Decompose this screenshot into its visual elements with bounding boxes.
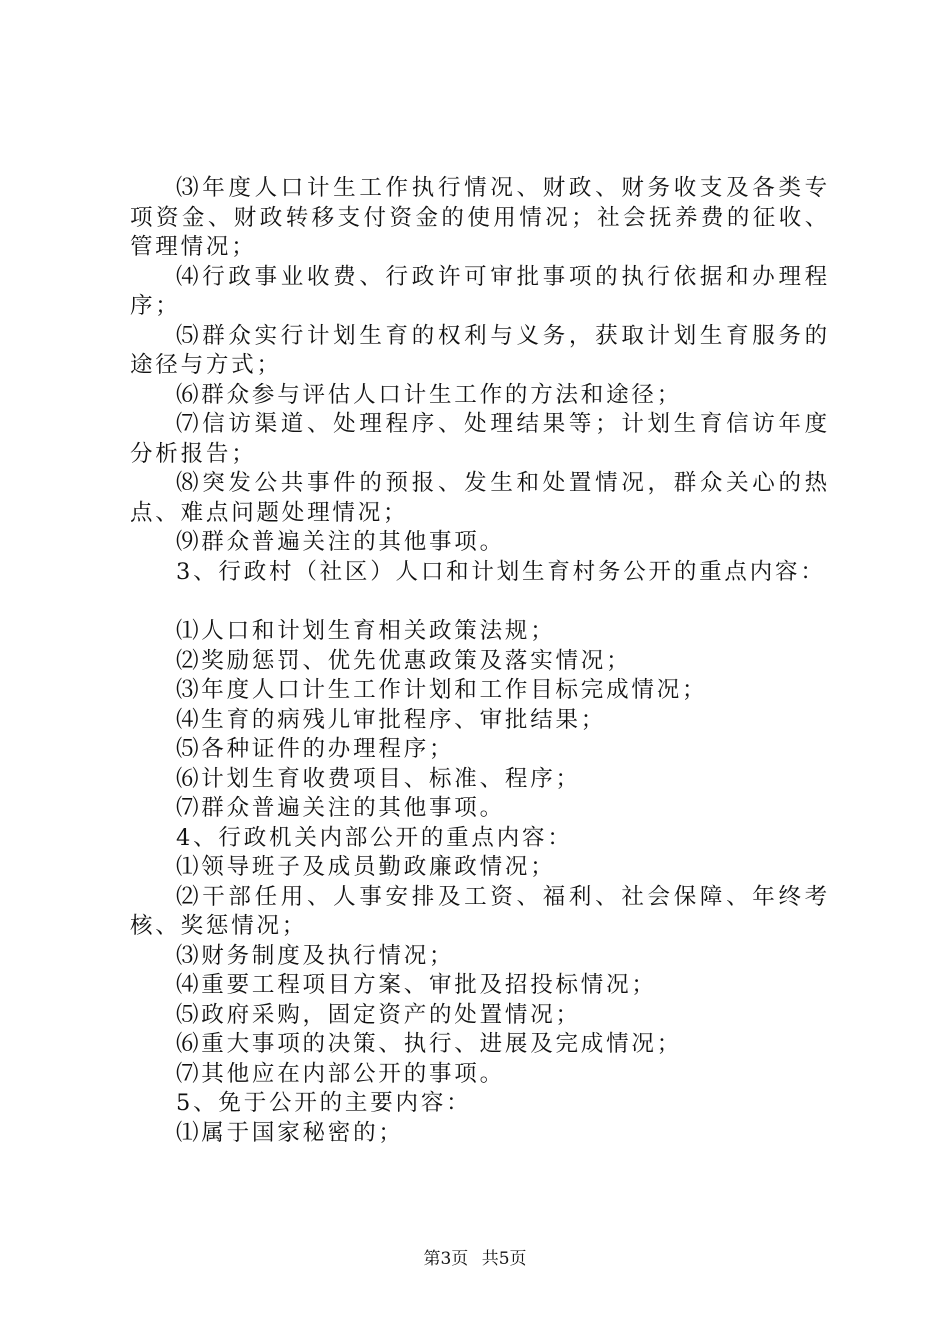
paragraph: ⑷重要工程项目方案、审批及招投标情况；: [176, 972, 657, 998]
paragraph: ⑴领导班子及成员勤政廉政情况；: [176, 854, 556, 880]
paragraph: ⑷行政事业收费、行政许可审批事项的执行依据和办理程序；: [130, 263, 830, 319]
paragraph: ⑻突发公共事件的预报、发生和处置情况，群众关心的热点、难点问题处理情况；: [130, 470, 830, 526]
paragraph: ⑼群众普遍关注的其他事项。: [176, 529, 505, 555]
paragraph: ⑺信访渠道、处理程序、处理结果等；计划生育信访年度分析报告；: [130, 411, 830, 467]
document-body: [130, 174, 830, 1148]
page-number: 第3页: [423, 1249, 469, 1269]
paragraph: ⑹群众参与评估人口计生工作的方法和途径；: [176, 381, 683, 408]
paragraph: ⑵奖励惩罚、优先优惠政策及落实情况；: [176, 647, 632, 674]
paragraph: ⑶年度人口计生工作执行情况、财政、财务收支及各类专项资金、财政转移支付资金的使用情况；社会抚养费的征收、管理情况；: [130, 175, 830, 260]
paragraph: ⑺群众普遍关注的其他事项。: [176, 795, 505, 821]
paragraph: ⑵干部任用、人事安排及工资、福利、社会保障、年终考核、奖惩情况；: [130, 883, 830, 939]
section-heading: 3、行政村（社区）人口和计划生育村务公开的重点内容：: [176, 558, 826, 585]
paragraph: ⑸政府采购，固定资产的处置情况；: [176, 1001, 581, 1028]
paragraph: ⑸各种证件的办理程序；: [176, 736, 455, 762]
paragraph: ⑴属于国家秘密的；: [176, 1119, 404, 1146]
section-heading: 4、行政机关内部公开的重点内容：: [176, 824, 573, 851]
paragraph: ⑹重大事项的决策、执行、进展及完成情况；: [176, 1031, 683, 1057]
paragraph: ⑸群众实行计划生育的权利与义务，获取计划生育服务的途径与方式；: [130, 322, 830, 378]
paragraph: ⑶财务制度及执行情况；: [176, 942, 455, 969]
page-footer: [0, 1244, 950, 1269]
page-total: 共5页: [481, 1249, 527, 1269]
paragraph: ⑶年度人口计生工作计划和工作目标完成情况；: [176, 677, 708, 703]
paragraph: ⑷生育的病残儿审批程序、审批结果；: [176, 706, 607, 733]
paragraph: ⑺其他应在内部公开的事项。: [176, 1060, 505, 1087]
blank-line: [130, 587, 830, 617]
paragraph: ⑴人口和计划生育相关政策法规；: [176, 618, 556, 644]
section-heading: 5、免于公开的主要内容：: [176, 1090, 472, 1116]
paragraph: ⑹计划生育收费项目、标准、程序；: [176, 765, 581, 792]
